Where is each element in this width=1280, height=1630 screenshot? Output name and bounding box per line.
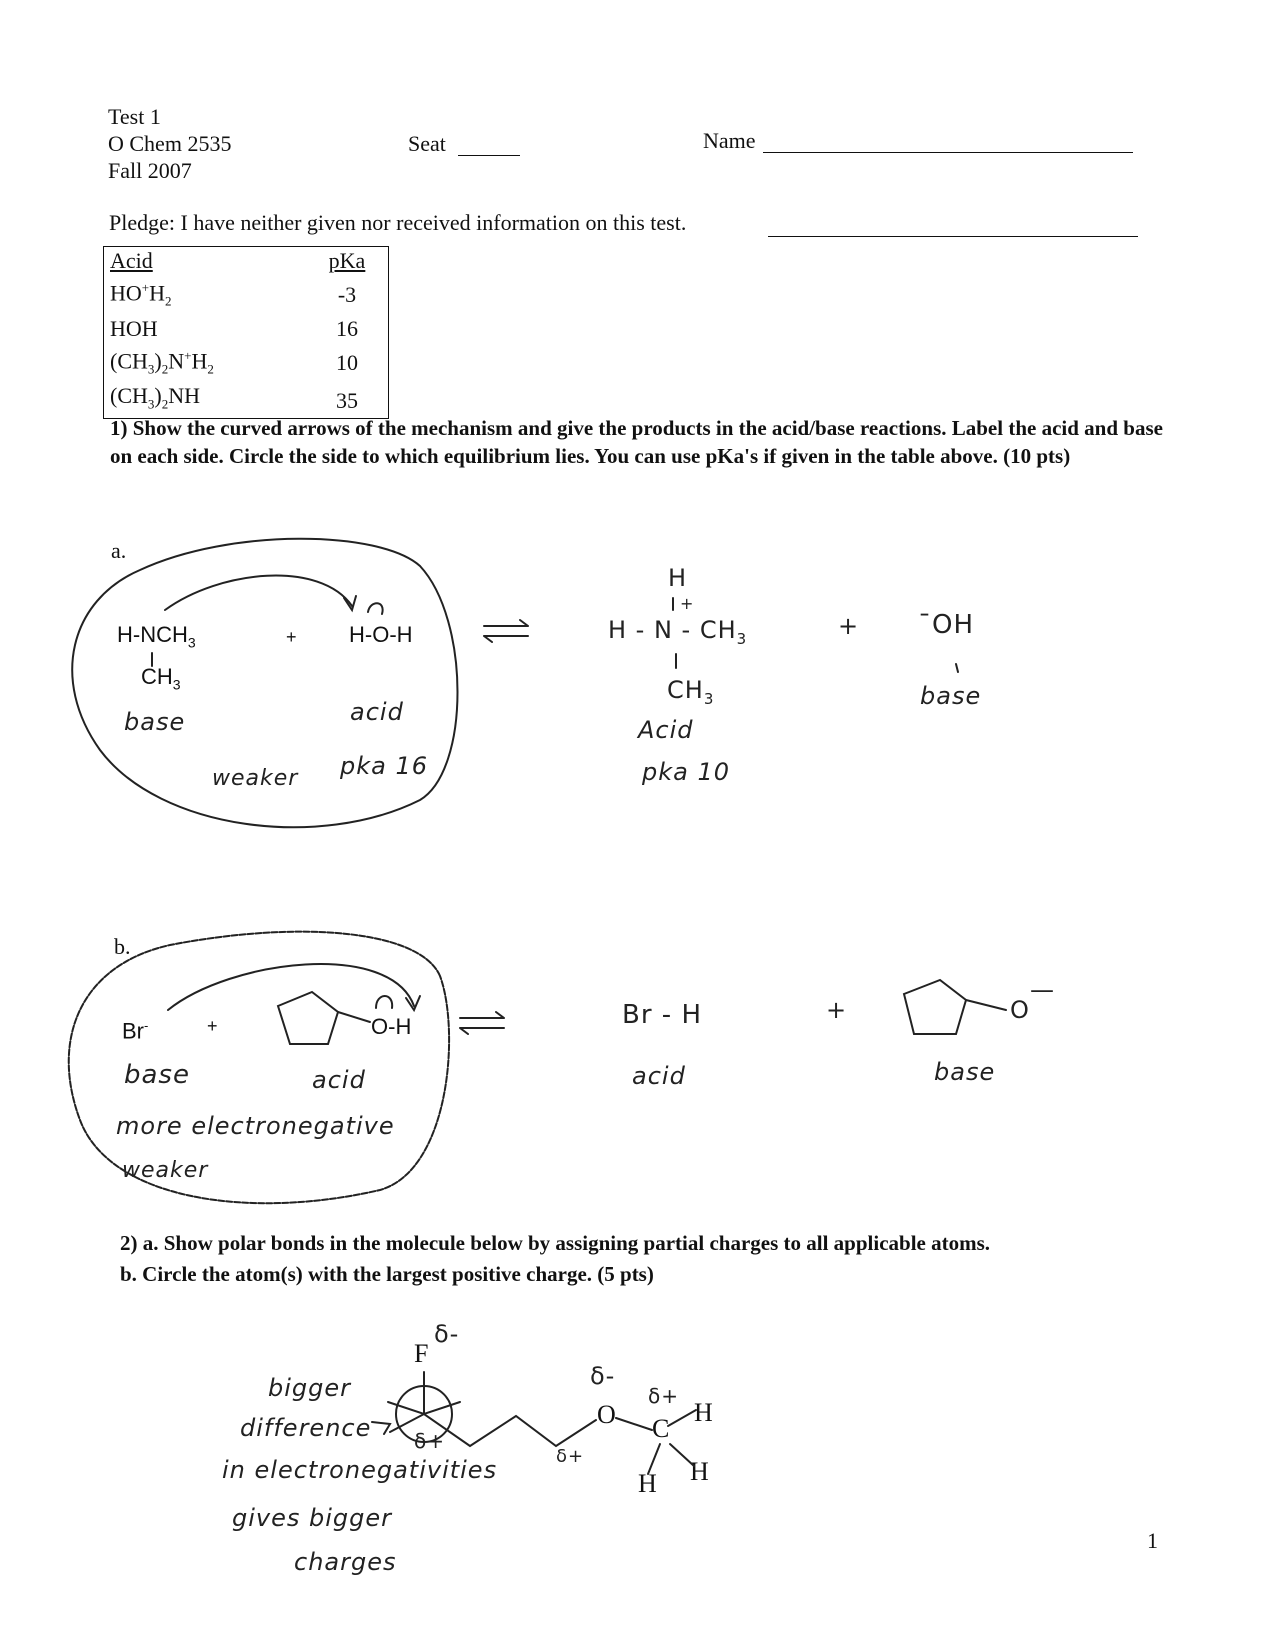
b-hw-more-en: more electronegative (116, 1112, 395, 1140)
atom-c: C (652, 1414, 670, 1443)
part-a-label: a. (111, 538, 127, 563)
b-plus: + (207, 1016, 218, 1036)
test-title: Test 1 (108, 104, 161, 129)
hw-note-line3: in electronegativities (222, 1456, 498, 1484)
a-prod-pka: pka 10 (642, 758, 731, 786)
b-prod2-o: O (1010, 996, 1030, 1024)
hw-note-line1: bigger (268, 1374, 352, 1402)
b-prod2-charge: — (1030, 976, 1055, 1004)
hw-note-line4: gives bigger (232, 1504, 393, 1532)
delta-o: δ- (590, 1362, 616, 1390)
part-b-label: b. (114, 934, 131, 959)
equilibrium-circle-b (69, 932, 449, 1204)
seat-label: Seat (408, 131, 446, 156)
cyclopentane-ring-product (904, 980, 966, 1034)
b-prod1: Br - H (622, 1000, 702, 1030)
b-hw-acid: acid (312, 1066, 366, 1094)
question-1-text: 1) Show the curved arrows of the mechanism and give the products in the acid/base reactions. Label the acid and base on each side. Circle the side to which equilibrium lies. You can use pKa's if given in the table above. (10 pts) (110, 416, 1163, 468)
col-acid: Acid (110, 248, 153, 273)
table-row: HOH 16 (110, 315, 358, 341)
a-prod2-label: base (920, 682, 982, 710)
atom-f: F (414, 1339, 429, 1368)
col-pka: pKa (328, 248, 366, 273)
b-hw-weaker: weaker (122, 1158, 209, 1183)
table-row: $(CH_3)_2NH$ 35 (110, 383, 358, 413)
atom-h3: H (690, 1457, 709, 1486)
page-number: 1 (1147, 1528, 1158, 1553)
b-prod-plus: + (826, 996, 848, 1024)
b-hw-base: base (124, 1060, 190, 1090)
equilibrium-arrows-a (484, 620, 528, 642)
pledge-text: Pledge: I have neither given nor received information on this test. (109, 210, 687, 235)
a-prod-main: H - N - $CH_3$ (608, 616, 748, 648)
atom-h2: H (638, 1469, 657, 1498)
a-reactant1: $H-NCH_3$ (117, 622, 196, 651)
delta-f: δ- (434, 1320, 460, 1348)
atom-h1: H (694, 1398, 713, 1427)
b-reactant2-oh: O-H (371, 1014, 412, 1039)
table-row: $(CH_3)_2N^+H_2$ 10 (110, 347, 358, 377)
hw-note-line2: difference (240, 1414, 372, 1442)
hw-note-line5: charges (294, 1548, 397, 1576)
a-hw-base: base (124, 708, 186, 736)
a-plus: + (286, 627, 297, 647)
table-row: $HO^+H_2$ -3 (110, 280, 357, 309)
a-reactant2: H-O-H (349, 622, 413, 647)
a-prod2: ¯OH (918, 610, 975, 640)
course-name: O Chem 2535 (108, 131, 232, 156)
question-2-line2: b. Circle the atom(s) with the largest positive charge. (5 pts) (120, 1262, 654, 1286)
a-prod-acid: Acid (638, 716, 694, 744)
a-prod-ch3: $CH_3$ (667, 676, 715, 708)
b-prod1-label: acid (632, 1062, 686, 1090)
b-prod2-label: base (934, 1058, 996, 1086)
a-reactant1-branch: $CH_3$ (141, 664, 181, 693)
cyclopentane-ring-b (278, 992, 338, 1044)
delta-c-ring: δ+ (414, 1429, 445, 1453)
curved-arrow-a (165, 576, 352, 610)
name-label: Name (703, 128, 756, 153)
term: Fall 2007 (108, 158, 192, 183)
equilibrium-arrows-b (460, 1012, 504, 1034)
question-2-line1: 2) a. Show polar bonds in the molecule below by assigning partial charges to all applicable atoms. (120, 1231, 991, 1255)
a-hw-weaker: weaker (212, 766, 299, 791)
a-prod-plus: + (838, 612, 860, 640)
equilibrium-circle-a (72, 539, 457, 828)
a-prod-charge: + (680, 594, 695, 613)
a-prod-h-top: H (668, 564, 688, 592)
b-reactant1: Br- (122, 1018, 149, 1044)
a-hw-pka16: pka 16 (340, 752, 429, 780)
a-hw-acid: acid (350, 698, 404, 726)
delta-chain: δ+ (556, 1446, 585, 1467)
atom-o: O (597, 1400, 616, 1429)
delta-c-methyl: δ+ (648, 1384, 679, 1408)
